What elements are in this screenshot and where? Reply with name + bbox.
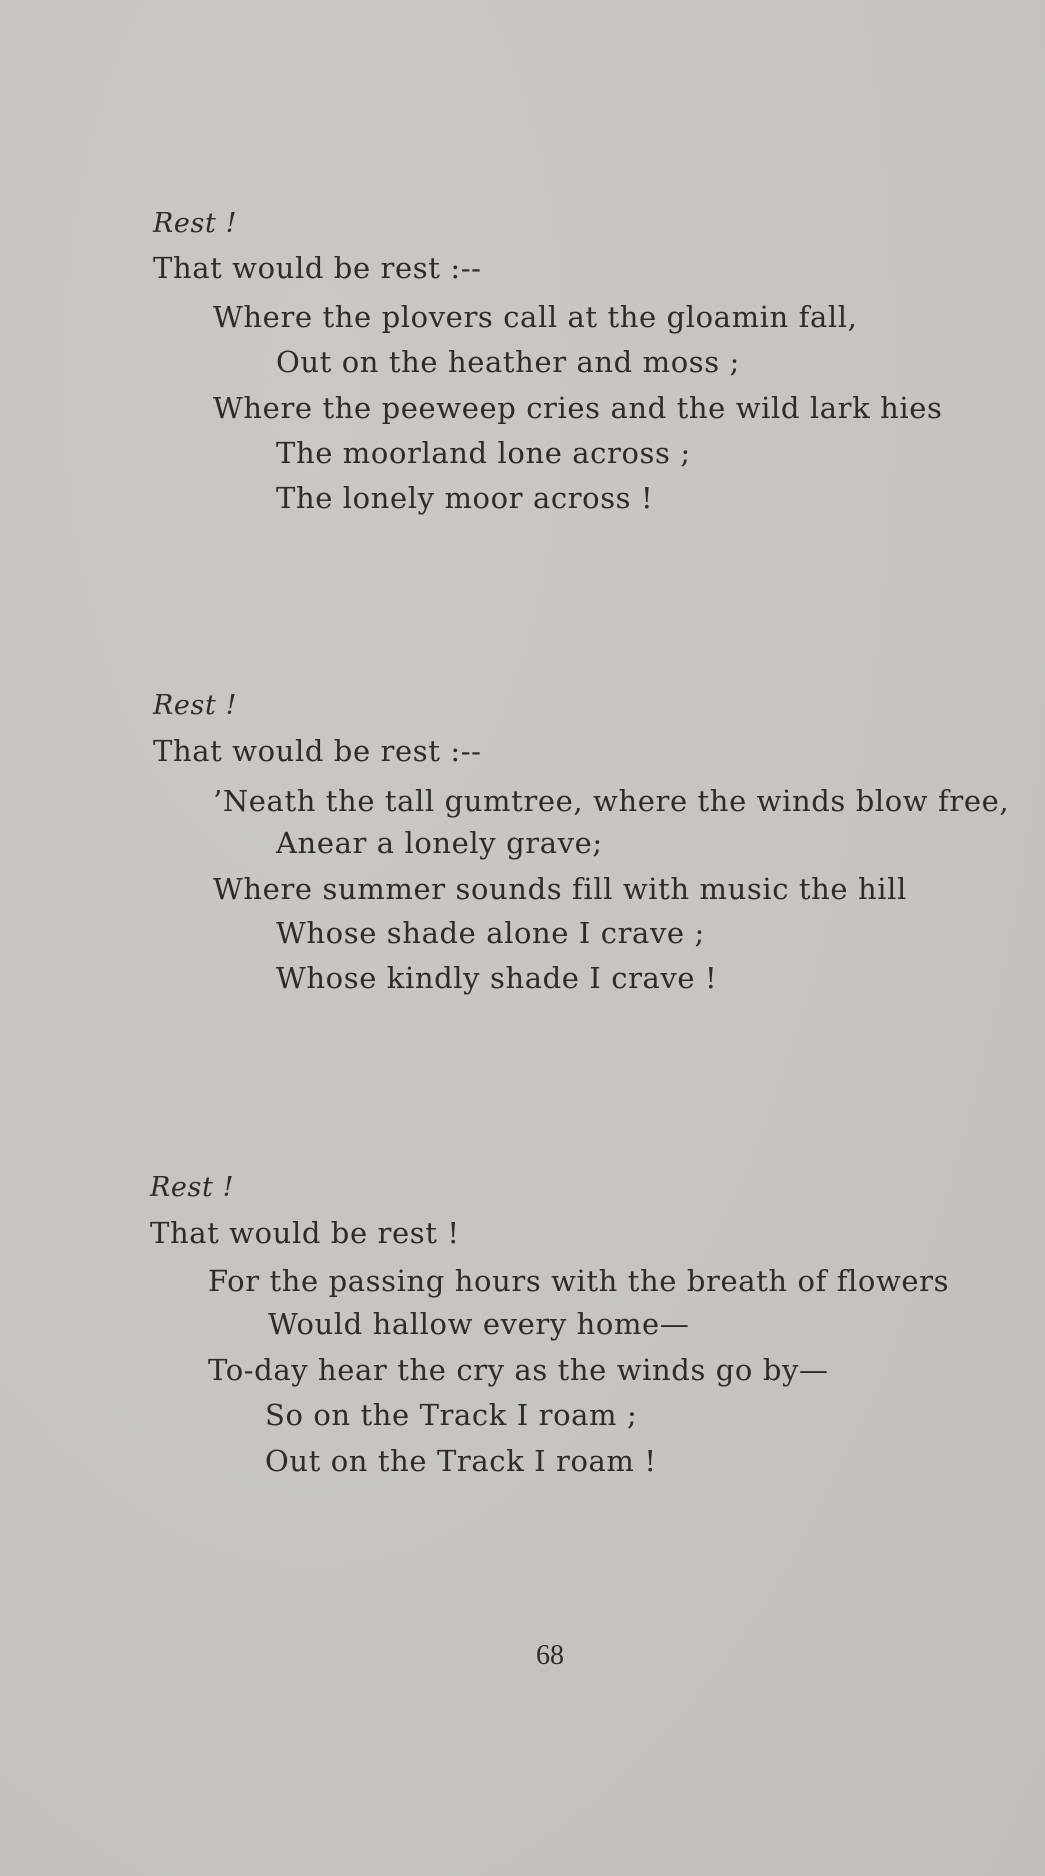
verse-line: Would hallow every home— (268, 1307, 690, 1341)
verse-line: Whose kindly shade I crave ! (276, 961, 718, 995)
verse-line: Out on the heather and moss ; (276, 345, 740, 379)
verse-line: Whose shade alone I crave ; (276, 916, 705, 950)
verse-line: The lonely moor across ! (276, 481, 654, 515)
verse-line: Where summer sounds fill with music the hill (213, 872, 907, 906)
verse-line: To-day hear the cry as the winds go by— (208, 1353, 829, 1387)
verse-line: Out on the Track I roam ! (265, 1444, 657, 1478)
page-number: 68 (536, 1640, 564, 1671)
stanza-rest-heading: Rest ! (150, 1172, 235, 1203)
verse-line: Where the plovers call at the gloamin fall, (213, 300, 858, 334)
stanza-lead-line: That would be rest ! (150, 1216, 460, 1250)
stanza-lead-line: That would be rest :-- (153, 251, 482, 285)
verse-line: ’Neath the tall gumtree, where the winds blow free, (213, 784, 1010, 818)
stanza-lead-line: That would be rest :-- (153, 734, 482, 768)
verse-line: The moorland lone across ; (276, 436, 691, 470)
stanza-rest-heading: Rest ! (153, 208, 238, 239)
verse-line: Where the peeweep cries and the wild lark hies (213, 391, 943, 425)
stanza-rest-heading: Rest ! (153, 690, 238, 721)
verse-line: Anear a lonely grave; (276, 826, 603, 860)
verse-line: So on the Track I roam ; (265, 1398, 638, 1432)
verse-line: For the passing hours with the breath of flowers (208, 1264, 950, 1298)
